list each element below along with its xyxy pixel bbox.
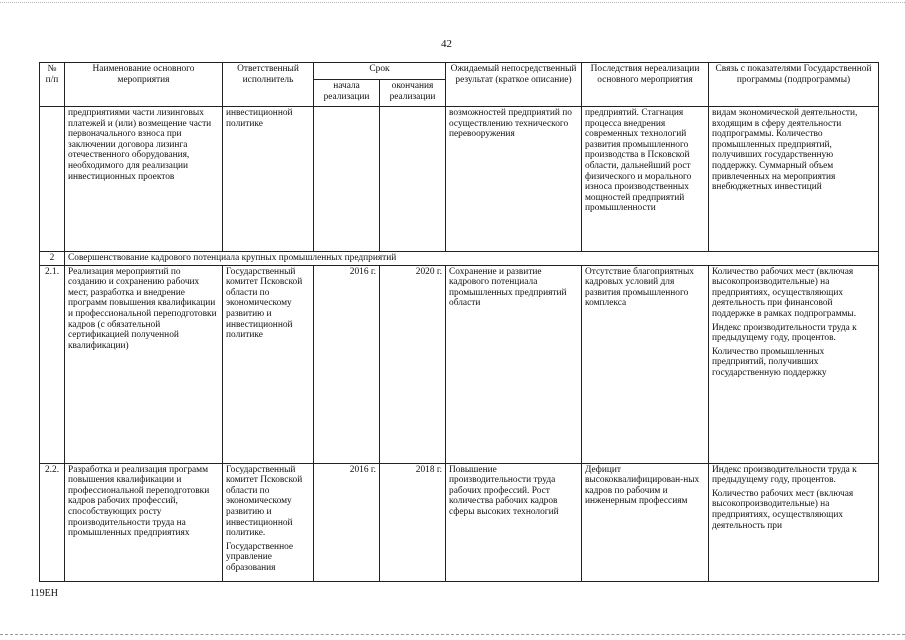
header-expected: Ожидаемый непосредственный результат (краткое описание) (446, 63, 582, 107)
cell-responsible: инвестиционной политике (223, 107, 314, 252)
table-header-row-1 (40, 63, 879, 80)
cell-link: видам экономической деятельности, входящим в сферу деятельности подпрограммы. Количество промышленных предприятий, получивших государственную поддержку. Суммарный объем привлеченных на мероприятия внебюджетных инвестиций (709, 107, 879, 252)
link-paragraph: Количество рабочих мест (включая высокопроизводительные) на предприятиях, осуществляющих деятельность при (712, 488, 854, 531)
section-num: 2 (40, 252, 65, 266)
cell-name: Реализация мероприятий по созданию и сохранению рабочих мест, разработка и внедрение программ повышения квалификации и профессиональной переподготовки кадров (с обязательной сертификацией полученной квалификации) (65, 265, 223, 463)
cell-expected: возможностей предприятий по осуществлению технического перевооружения (446, 107, 582, 252)
link-paragraph: Количество промышленных предприятий, получивших государственную поддержку (712, 346, 827, 378)
cell-start (314, 107, 380, 252)
link-paragraph: Индекс производительности труда к предыдущему году, процентов. (712, 464, 857, 486)
scan-edge-top (0, 2, 905, 3)
cell-name: предприятиями части лизинговых платежей и (или) возмещение части первоначального взноса при заключении договора лизинга отечественного оборудования, необходимого для реализации инвестиционных проектов (65, 107, 223, 252)
cell-link (709, 463, 879, 581)
section-title: Совершенствование кадрового потенциала крупных промышленных предприятий (65, 252, 879, 266)
header-term-start: начала реализации (314, 80, 380, 107)
cell-consequences: предприятий. Стагнация процесса внедрения современных технологий развития промышленного производства в Псковской области, дальнейший рост физического и морального износа производственных мощностей предприятий промышленности (582, 107, 709, 252)
header-term: Срок (314, 63, 446, 80)
cell-link (709, 265, 879, 463)
cell-num: 2.1. (40, 265, 65, 463)
cell-end: 2020 г. (380, 265, 446, 463)
link-paragraph: Индекс производительности труда к предыдущему году, процентов. (712, 322, 857, 344)
cell-consequences: Дефицит высококвалифицирован-ных кадров по рабочим и инженерным профессиям (582, 463, 709, 581)
program-activities-table (39, 62, 879, 582)
table-row-2-2 (40, 463, 879, 581)
cell-consequences: Отсутствие благоприятных кадровых условий для развития промышленного комплекса (582, 265, 709, 463)
cell-num (40, 107, 65, 252)
header-name: Наименование основного мероприятия (65, 63, 223, 107)
table-row-continued (40, 107, 879, 252)
responsible-paragraph: Государственный комитет Псковской области по экономическому развитию и инвестиционной политике. (226, 464, 303, 539)
cell-start: 2016 г. (314, 463, 380, 581)
cell-expected: Повышение производительности труда рабочих профессий. Рост количества рабочих кадров сферы высоких технологий (446, 463, 582, 581)
cell-responsible: Государственный комитет Псковской области по экономическому развитию и инвестиционной политике (223, 265, 314, 463)
cell-end: 2018 г. (380, 463, 446, 581)
cell-end (380, 107, 446, 252)
cell-start: 2016 г. (314, 265, 380, 463)
header-responsible: Ответственный исполнитель (223, 63, 314, 107)
link-paragraph: Количество рабочих мест (включая высокопроизводительные) на предприятиях, осуществляющих деятельность при финансовой поддержке в рамках подпрограммы. (712, 266, 857, 319)
page-number: 42 (441, 38, 452, 50)
header-link: Связь с показателями Государственной программы (подпрограммы) (709, 63, 879, 107)
header-num: № п/п (40, 63, 65, 107)
header-consequences: Последствия нереализации основного мероприятия (582, 63, 709, 107)
cell-responsible (223, 463, 314, 581)
header-term-end: окончания реализации (380, 80, 446, 107)
table-row-2-1 (40, 265, 879, 463)
cell-name: Разработка и реализация программ повышения квалификации и профессиональной переподготовки кадров рабочих профессий, способствующих росту производительности труда на промышленных предприятиях (65, 463, 223, 581)
cell-expected: Сохранение и развитие кадрового потенциала промышленных предприятий области (446, 265, 582, 463)
scan-edge-bottom (0, 634, 905, 635)
footer-code: 119EH (30, 588, 58, 599)
cell-num: 2.2. (40, 463, 65, 581)
section-row (40, 252, 879, 266)
responsible-paragraph: Государственное управление образования (226, 541, 294, 573)
